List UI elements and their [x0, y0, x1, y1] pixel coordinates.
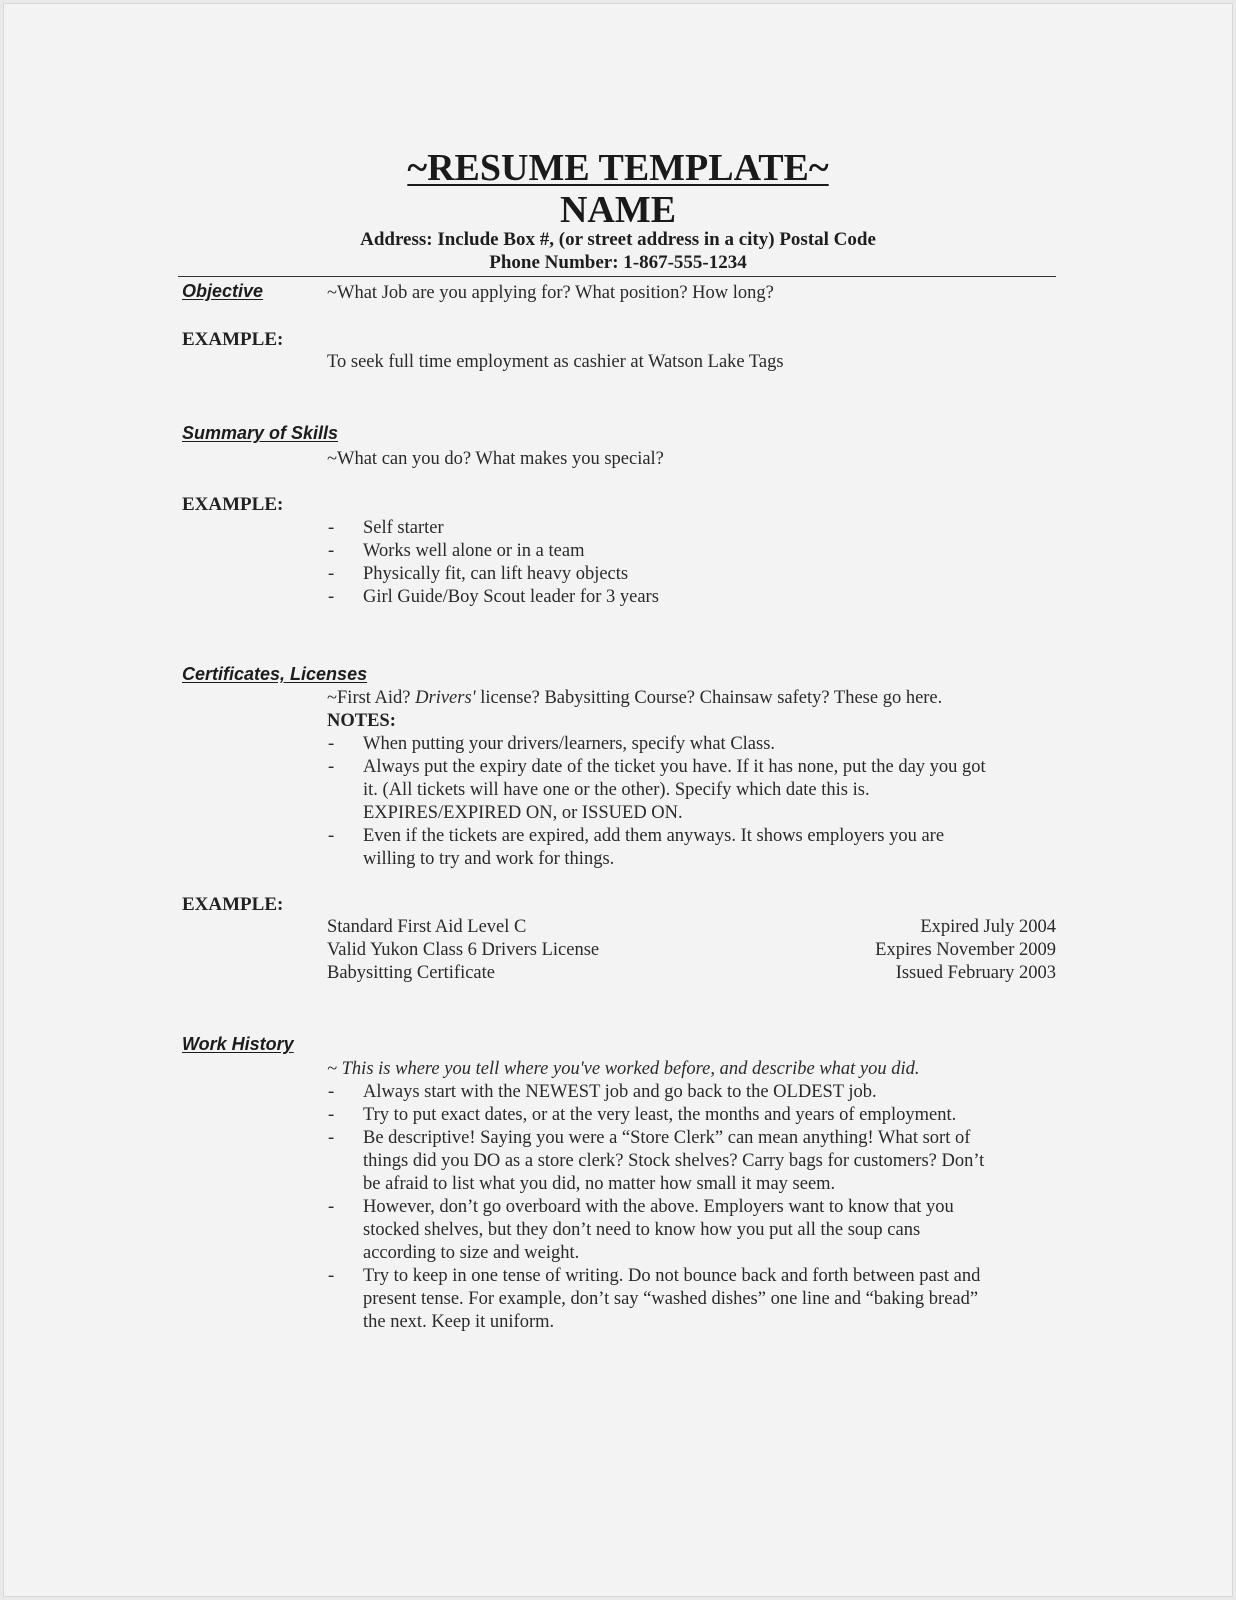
- list-bullet: -: [328, 734, 335, 754]
- skills-item: Physically fit, can lift heavy objects: [363, 564, 629, 584]
- objective-example-text: To seek full time employment as cashier at Watson Lake Tags: [327, 352, 784, 372]
- skills-example-label: EXAMPLE:: [182, 494, 284, 515]
- note-line: willing to try and work for things.: [363, 849, 615, 869]
- work-history-line: the next. Keep it uniform.: [363, 1312, 555, 1332]
- name-heading: NAME: [559, 189, 677, 231]
- skills-heading: Summary of Skills: [182, 423, 339, 443]
- certificate-date: Expires November 2009: [875, 940, 1056, 960]
- work-history-line: stocked shelves, but they don’t need to know how you put all the soup cans: [363, 1220, 921, 1240]
- certificates-prompt-italic: Drivers': [415, 688, 476, 708]
- list-bullet: -: [328, 518, 335, 538]
- list-bullet: -: [328, 1197, 335, 1217]
- list-bullet: -: [328, 757, 335, 777]
- work-history-line: things did you DO as a store clerk? Stock shelves? Carry bags for customers? Don’t: [363, 1151, 985, 1171]
- work-history-prompt: ~ This is where you tell where you've worked before, and describe what you did.: [327, 1059, 920, 1079]
- work-history-line: However, don’t go overboard with the above. Employers want to know that you: [363, 1197, 954, 1217]
- phone-line: Phone Number: 1-867-555-1234: [489, 252, 747, 273]
- work-history-line: according to size and weight.: [363, 1243, 580, 1263]
- list-bullet: -: [328, 1128, 335, 1148]
- work-history-line: present tense. For example, don’t say “washed dishes” one line and “baking bread”: [363, 1289, 979, 1309]
- list-bullet: -: [328, 1082, 335, 1102]
- list-bullet: -: [328, 541, 335, 561]
- note-line: Always put the expiry date of the ticket you have. If it has none, put the day you got: [363, 757, 986, 777]
- work-history-line: Try to keep in one tense of writing. Do not bounce back and forth between past and: [363, 1266, 981, 1286]
- certificate-date: Expired July 2004: [920, 917, 1056, 937]
- header-divider: [178, 276, 1056, 277]
- work-history-line: Be descriptive! Saying you were a “Store Clerk” can mean anything! What sort of: [363, 1128, 971, 1148]
- certificates-prompt: [327, 688, 942, 709]
- list-bullet: -: [328, 1105, 335, 1125]
- list-bullet: -: [328, 587, 335, 607]
- skills-prompt: ~What can you do? What makes you special?: [327, 449, 664, 469]
- certificate-name: Standard First Aid Level C: [327, 917, 527, 937]
- work-history-line: Try to put exact dates, or at the very least, the months and years of employment.: [363, 1105, 957, 1125]
- certificates-prompt-end: license? Babysitting Course? Chainsaw safety? These go here.: [475, 688, 943, 708]
- work-history-line: Always start with the NEWEST job and go back to the OLDEST job.: [363, 1082, 877, 1102]
- certificate-name: Babysitting Certificate: [327, 963, 495, 983]
- list-bullet: -: [328, 1266, 335, 1286]
- objective-prompt: ~What Job are you applying for? What position? How long?: [327, 283, 774, 303]
- certificate-name: Valid Yukon Class 6 Drivers License: [327, 940, 600, 960]
- skills-item: Girl Guide/Boy Scout leader for 3 years: [363, 587, 659, 607]
- certificates-prompt-start: ~First Aid?: [327, 688, 416, 708]
- work-history-heading: Work History: [182, 1034, 294, 1054]
- notes-label: NOTES:: [327, 711, 396, 731]
- objective-example-label: EXAMPLE:: [182, 329, 284, 350]
- skills-item: Self starter: [363, 518, 444, 538]
- list-bullet: -: [328, 564, 335, 584]
- note-line: Even if the tickets are expired, add them anyways. It shows employers you are: [363, 826, 945, 846]
- certificate-date: Issued February 2003: [895, 963, 1056, 983]
- certificates-heading: Certificates, Licenses: [182, 664, 368, 684]
- skills-item: Works well alone or in a team: [363, 541, 585, 561]
- page-title: ~RESUME TEMPLATE~: [407, 147, 829, 189]
- address-line: Address: Include Box #, (or street address in a city) Postal Code: [360, 229, 876, 250]
- note-line: EXPIRES/EXPIRED ON, or ISSUED ON.: [363, 803, 683, 823]
- certificates-example-label: EXAMPLE:: [182, 894, 284, 915]
- note-line: When putting your drivers/learners, specify what Class.: [363, 734, 776, 754]
- note-line: it. (All tickets will have one or the other). Specify which date this is.: [363, 780, 870, 800]
- objective-heading: Objective: [182, 281, 264, 301]
- list-bullet: -: [328, 826, 335, 846]
- work-history-line: be afraid to list what you did, no matter how small it may seem.: [363, 1174, 836, 1194]
